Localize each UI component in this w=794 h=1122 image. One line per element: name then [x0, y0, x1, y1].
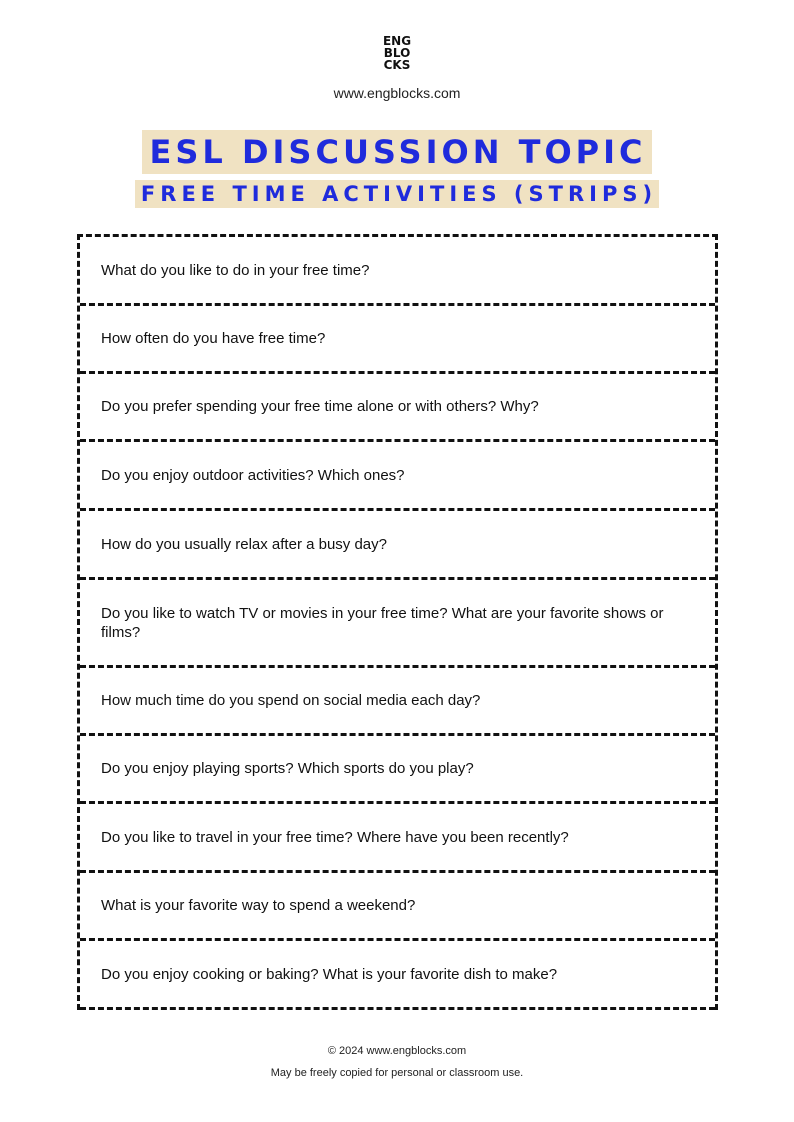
question-strip: Do you enjoy playing sports? Which sports do you play? — [80, 736, 715, 804]
page-title-wrap — [0, 130, 794, 174]
question-strip: How often do you have free time? — [80, 306, 715, 374]
engblocks-logo — [383, 35, 411, 71]
question-strip: How much time do you spend on social media each day? — [80, 668, 715, 736]
page-title: ESL DISCUSSION TOPIC — [142, 130, 653, 174]
page-subtitle: FREE TIME ACTIVITIES (STRIPS) — [135, 180, 659, 208]
footer-copyright: © 2024 www.engblocks.com — [327, 1045, 467, 1057]
footer-note: May be freely copied for personal or classroom use. — [270, 1067, 524, 1079]
site-url: www.engblocks.com — [333, 85, 461, 101]
logo — [0, 35, 794, 74]
question-strip: Do you enjoy cooking or baking? What is your favorite dish to make? — [80, 941, 715, 1010]
question-strip: Do you enjoy outdoor activities? Which ones? — [80, 442, 715, 511]
question-strip: What is your favorite way to spend a weekend? — [80, 873, 715, 941]
question-strip: What do you like to do in your free time? — [80, 237, 715, 306]
question-strips — [77, 234, 718, 1010]
question-strip: Do you like to watch TV or movies in your free time? What are your favorite shows or films? — [80, 580, 715, 668]
logo-line: ENG — [382, 34, 412, 48]
logo-line: CKS — [383, 58, 411, 72]
logo-line: BLO — [383, 46, 411, 60]
question-strip: How do you usually relax after a busy day? — [80, 511, 715, 580]
question-strip: Do you like to travel in your free time? Where have you been recently? — [80, 804, 715, 873]
page-subtitle-wrap — [0, 180, 794, 208]
question-strip: Do you prefer spending your free time alone or with others? Why? — [80, 374, 715, 442]
footer — [0, 1044, 794, 1080]
